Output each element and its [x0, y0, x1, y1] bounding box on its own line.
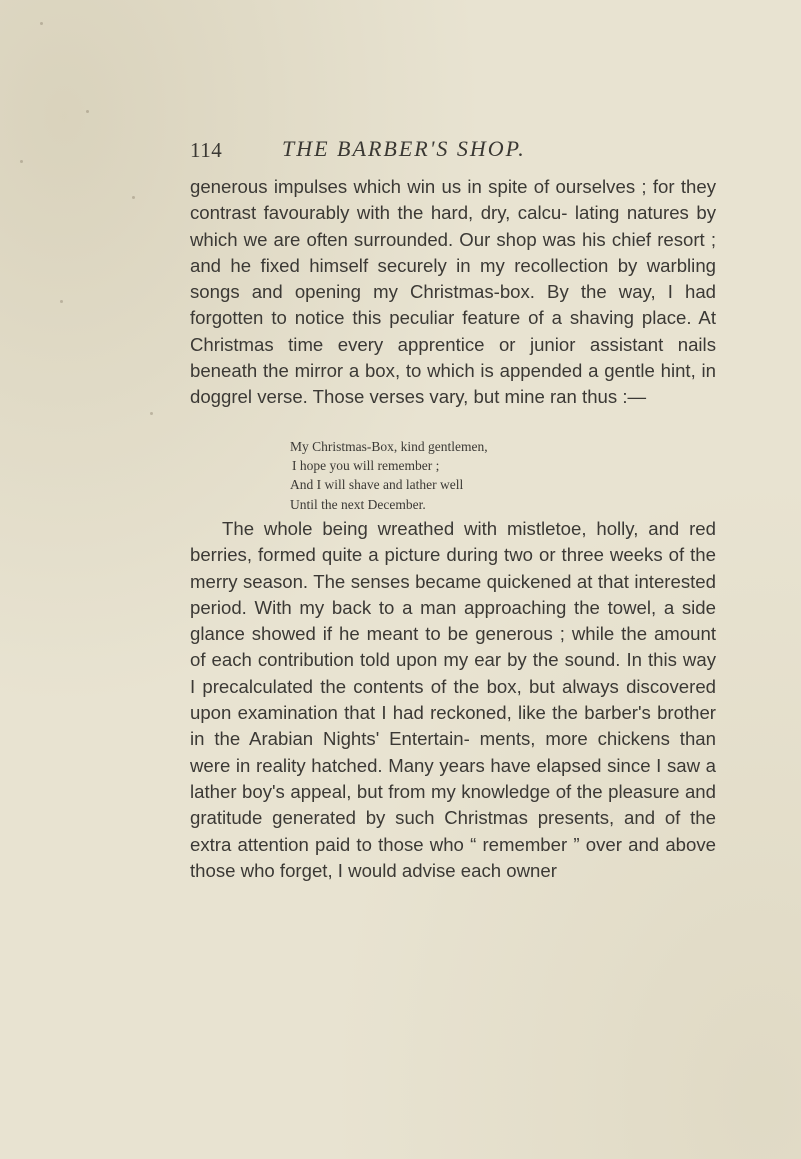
- page-header: [190, 136, 790, 166]
- paper-speck: [20, 160, 23, 163]
- paper-speck: [60, 300, 63, 303]
- verse-line-3: And I will shave and lather well: [290, 477, 464, 493]
- page-number: 114: [190, 138, 223, 162]
- paragraph-2: The whole being wreathed with mistletoe, holly, and red berries, formed quite a picture during two or three weeks of the merry season. The senses became quickened at that interested period. With my back to a man approaching the towel, a side glance showed if he meant to be generous ; while the amount of each contribution told upon my ear by the sound. In this way I precalculated the contents of the box, but always discovered upon examination that I had reckoned, like the barber's brother in the Arabian Nights' Entertain- ments, more chickens than were in reality hatched. Many years have elapsed since I saw a lather boy's appeal, but from my knowledge of the pleasure and gratitude generated by such Christmas presents, and of the extra attention paid to those who “ remember ” over and above those who forget, I would advise each owner: [190, 518, 716, 881]
- paper-speck: [40, 22, 43, 25]
- running-title: THE BARBER'S SHOP.: [282, 136, 526, 161]
- verse-line-1: My Christmas-Box, kind gentlemen,: [290, 439, 488, 454]
- paper-speck: [86, 110, 89, 113]
- verse-block: [290, 437, 488, 514]
- paper-speck: [132, 196, 135, 199]
- paragraph-1: generous impulses which win us in spite of ourselves ; for they contrast favourably with the hard, dry, calcu- lating natures by which we are often surrounded. Our shop was his chief resort ; and he fixed himself securely in my recollection by warbling songs and opening my Christmas-box. By the way, I had forgotten to notice this peculiar feature of a shaving place. At Christmas time every apprentice or junior assistant nails beneath the mirror a box, to which is appended a gentle hint, in doggrel verse. Those verses vary, but mine ran thus :—: [190, 176, 716, 408]
- verse-line-2: I hope you will remember ;: [292, 458, 440, 474]
- verse-line-4: Until the next December.: [290, 496, 426, 512]
- paper-speck: [150, 412, 153, 415]
